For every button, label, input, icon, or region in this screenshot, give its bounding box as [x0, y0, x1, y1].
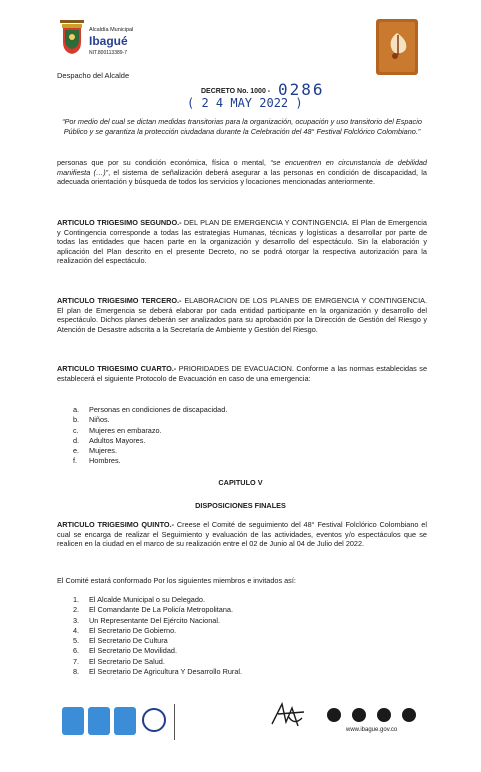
youtube-icon[interactable] — [402, 708, 416, 722]
committee-intro: El Comité estará conformado Por los siguientes miembros e invitados así: — [57, 576, 296, 585]
festival-logo — [376, 19, 418, 75]
instagram-icon[interactable] — [377, 708, 391, 722]
coat-of-arms-logo — [60, 20, 84, 56]
certification-badge-icon — [114, 707, 136, 735]
article-body: PRIORIDADES DE EVACUACION. Conforme a las normas establecidas se establecerá el siguiente Protocolo de Evacuación en caso de una emergencia: — [57, 364, 428, 383]
decree-date-stamp: ( 2 4 MAY 2022 ) — [187, 96, 303, 110]
quality-seal-icon — [142, 708, 166, 732]
list-item: 4. El Secretario De Gobierno. — [73, 625, 177, 635]
decree-number: 0286 — [278, 80, 325, 99]
certification-badge-icon — [88, 707, 110, 735]
website-link[interactable]: www.ibague.gov.co — [346, 727, 398, 733]
article-body: ELABORACION DE LOS PLANES DE EMRGENCIA Y CONTINGENCIA. El plan de Emergencia se deberá elaborar por cada entidad participante en la organización y desarrollo del espectáculo. Dichos planes deberán ser analizados para su aprobación por la Dirección de Gestión del Riesgo y Atención de Desastre adscrita a la Secretaría de Ambiente y Gestión del Riesgo. — [57, 296, 427, 334]
list-item: d. Adultos Mayores. — [73, 435, 146, 445]
article-title: ARTICULO TRIGESIMO QUINTO.- — [57, 520, 175, 529]
list-item: a. Personas en condiciones de discapacidad. — [73, 405, 228, 414]
paragraph-continuation — [57, 158, 427, 187]
article-35 — [57, 520, 427, 549]
list-item: 8. El Secretario De Agricultura Y Desarrollo Rural. — [73, 667, 243, 677]
para-text-end: , el sistema de señalización deberá asegurar a las personas en condición de discapacidad, la adecuada orientación y búsqueda de todos los servicios y locaciones mencionadas anteriormente. — [57, 167, 427, 187]
para-quote: “se encuentren en circunstancia de debilidad manifiesta (…)” — [57, 158, 427, 177]
article-heading: DEL PLAN DE EMERGENCIA Y CONTINGENCIA. — [181, 218, 350, 227]
list-item: 6. El Secretario De Movilidad. — [73, 646, 178, 656]
committee-members-list — [73, 595, 242, 677]
para-text: personas que por su condición económica, física o mental, — [57, 158, 271, 167]
list-item: b. Niños. — [73, 415, 110, 425]
signature — [268, 700, 310, 735]
list-item: f. Hombres. — [73, 456, 121, 466]
list-item: c. Mujeres en embarazo. — [73, 425, 162, 435]
list-item: 2. El Comandante De La Policía Metropolitana. — [73, 605, 233, 615]
twitter-icon[interactable] — [352, 708, 366, 722]
list-item: e. Mujeres. — [73, 446, 117, 456]
nit-number: NIT.800113389-7 — [89, 50, 127, 56]
article-title: ARTICULO TRIGESIMO SEGUNDO.- — [57, 218, 182, 227]
entity-prefix: Alcaldía Municipal — [89, 27, 134, 33]
decree-label: DECRETO No. 1000 - — [201, 88, 271, 95]
office-name: Despacho del Alcalde — [57, 71, 130, 80]
certification-badge-icon — [62, 707, 84, 735]
entity-name: Ibagué — [89, 34, 128, 48]
article-34 — [57, 364, 427, 383]
list-item: 1. El Alcalde Municipal o su Delegado. — [73, 595, 206, 604]
list-item: 7. El Secretario De Salud. — [73, 656, 165, 666]
article-32 — [57, 218, 427, 266]
article-title: ARTICULO TRIGESIMO TERCERO.- — [57, 296, 182, 305]
facebook-icon[interactable] — [327, 708, 341, 722]
list-item: 5. El Secretario De Cultura — [73, 636, 168, 646]
evacuation-priority-list — [73, 405, 227, 467]
list-item: 3. Un Representante Del Ejército Nacional. — [73, 615, 221, 625]
chapter-title: DISPOSICIONES FINALES — [195, 501, 286, 510]
chapter-number: CAPITULO V — [218, 478, 263, 487]
article-33 — [57, 296, 427, 334]
article-body: El Plan de Emergencia y Contingencia corresponde a todas las estrategias Humanas, técnicas y logísticas a desarrollar por parte de todas las entidades que hacen parte en la organización y desarrollo del espectáculo. Sin la elaboración y aplicación del Plan descrito en el presente Decreto, no se podrá otorgar la respectiva autorización para la realización del espectáculo. — [57, 218, 427, 266]
decree-title: “Por medio del cual se dictan medidas transitorias para la organización, ocupación y uso transitorio del Espacio Público y se garantiza la protección ciudadana durante la Celebración del 48° Festival Folclórico Colombiano.” — [62, 117, 422, 136]
footer-divider — [174, 704, 175, 740]
article-body: Creese el Comité de seguimiento del 48° Festival Folclórico Colombiano el cual se encarga de realizar el Seguimiento y evaluación de las actividades, eventos y/o espectáculos que se realicen en la ciudad en el marco de su realización entre el 02 de Junio al 04 de Julio del 2022. — [57, 520, 427, 549]
article-title: ARTICULO TRIGESIMO CUARTO.- — [57, 364, 177, 373]
